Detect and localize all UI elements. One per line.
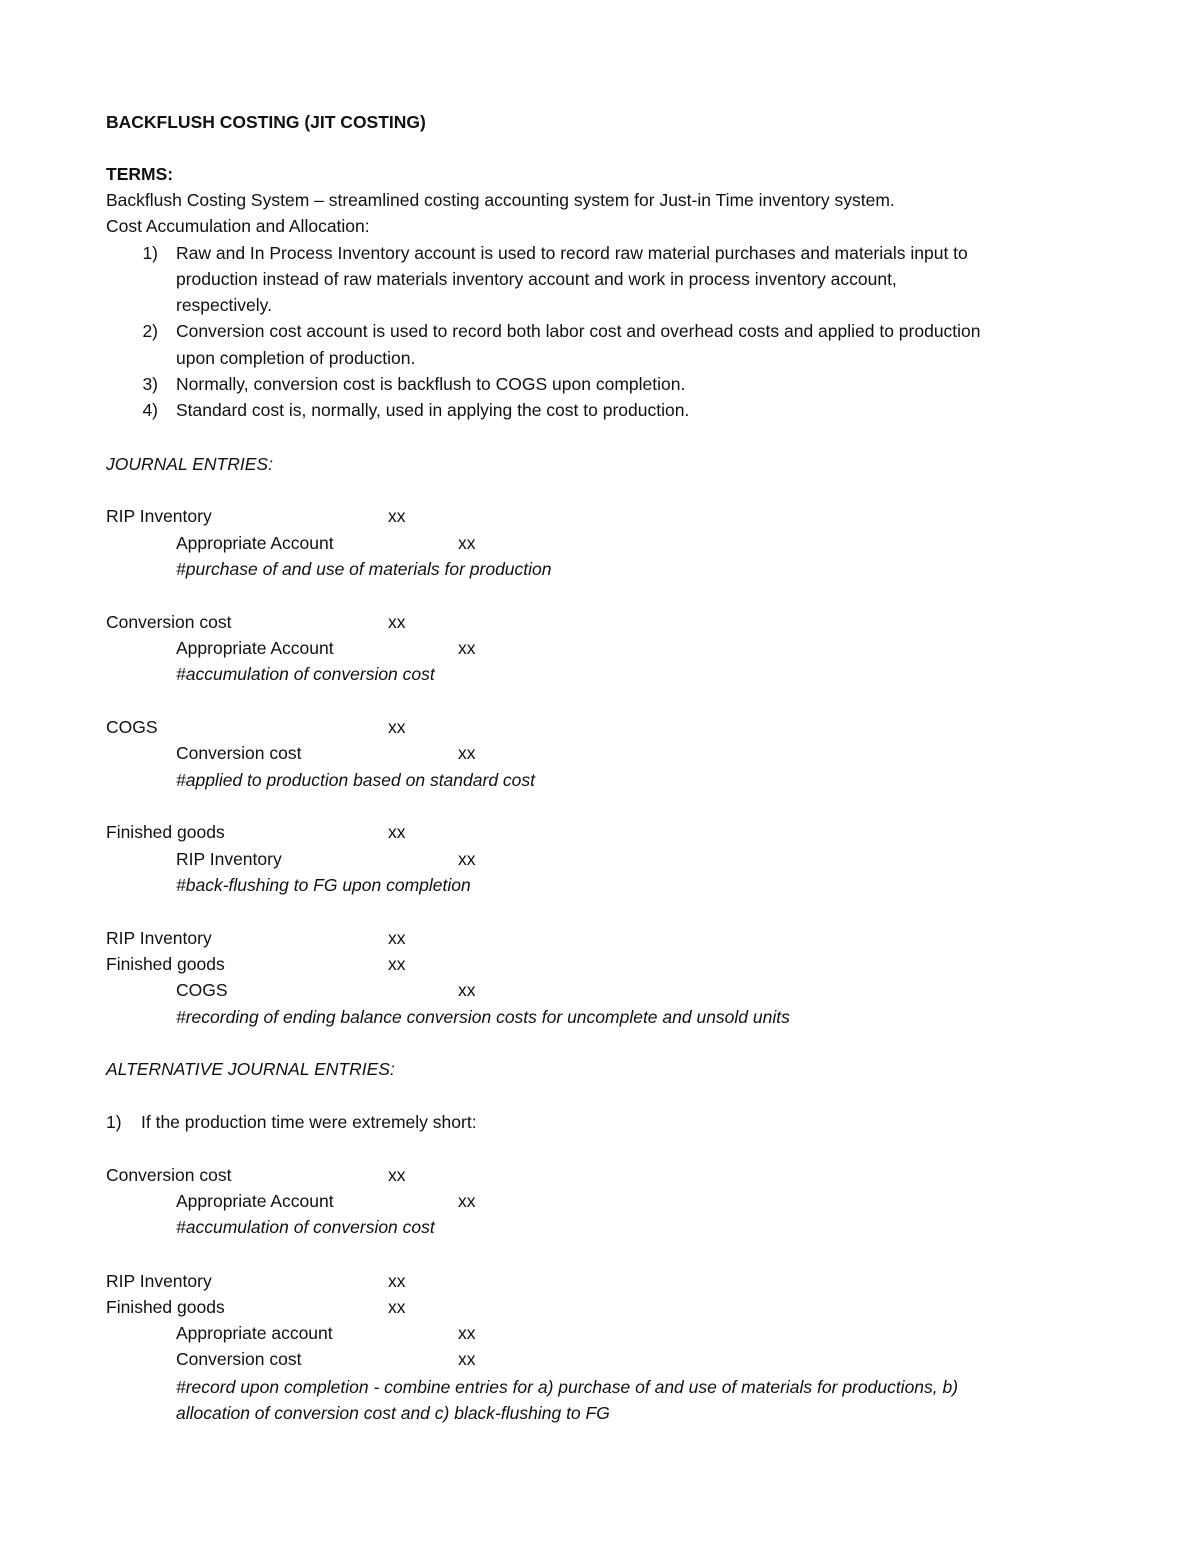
entry-memo: #applied to production based on standard cost [176, 770, 536, 790]
debit-amount: xx [388, 954, 406, 974]
debit-amount: xx [388, 822, 406, 842]
debit-amount: xx [388, 928, 406, 948]
list-item-text: upon completion of production. [176, 348, 416, 368]
credit-amount: xx [458, 533, 476, 553]
debit-account: Finished goods [106, 954, 225, 974]
list-item-number: 3) [142, 374, 158, 394]
credit-amount: xx [458, 743, 476, 763]
credit-account: COGS [176, 980, 228, 1000]
alternative-heading: ALTERNATIVE JOURNAL ENTRIES: [106, 1059, 395, 1079]
list-item-text: Standard cost is, normally, used in applying the cost to production. [176, 400, 690, 420]
debit-account: RIP Inventory [106, 1271, 212, 1291]
terms-heading: TERMS: [106, 164, 174, 184]
debit-account: Conversion cost [106, 612, 232, 632]
list-item-text: Normally, conversion cost is backflush to COGS upon completion. [176, 374, 686, 394]
debit-amount: xx [388, 612, 406, 632]
list-item-text: respectively. [176, 295, 272, 315]
debit-amount: xx [388, 717, 406, 737]
list-item-number: 2) [142, 321, 158, 341]
list-item-text: Raw and In Process Inventory account is used to record raw material purchases and materials input to [176, 243, 968, 263]
debit-amount: xx [388, 1271, 406, 1291]
debit-amount: xx [388, 1165, 406, 1185]
entry-memo: #purchase of and use of materials for production [176, 559, 552, 579]
entry-memo: #record upon completion - combine entries for a) purchase of and use of materials for productions, b) [176, 1377, 959, 1397]
entry-memo: #accumulation of conversion cost [176, 664, 435, 684]
terms-subheading: Cost Accumulation and Allocation: [106, 216, 370, 236]
credit-amount: xx [458, 1191, 476, 1211]
case-number: 1) [106, 1112, 122, 1132]
credit-amount: xx [458, 1349, 476, 1369]
credit-account: Appropriate Account [176, 638, 334, 658]
credit-account: Conversion cost [176, 743, 302, 763]
credit-account: RIP Inventory [176, 849, 282, 869]
debit-amount: xx [388, 1297, 406, 1317]
terms-definition: Backflush Costing System – streamlined costing accounting system for Just-in Time inventory system. [106, 190, 895, 210]
debit-account: Finished goods [106, 1297, 225, 1317]
list-item-number: 1) [142, 243, 158, 263]
list-item-number: 4) [142, 400, 158, 420]
debit-account: Conversion cost [106, 1165, 232, 1185]
document-title: BACKFLUSH COSTING (JIT COSTING) [106, 112, 426, 132]
entry-memo: #recording of ending balance conversion costs for uncomplete and unsold units [176, 1007, 790, 1027]
journal-heading: JOURNAL ENTRIES: [106, 454, 273, 474]
entry-memo: #back-flushing to FG upon completion [176, 875, 471, 895]
list-item-text: production instead of raw materials inventory account and work in process inventory account, [176, 269, 897, 289]
credit-account: Appropriate Account [176, 533, 334, 553]
entry-memo: #accumulation of conversion cost [176, 1217, 435, 1237]
entry-memo: allocation of conversion cost and c) black-flushing to FG [176, 1403, 610, 1423]
list-item-text: Conversion cost account is used to record both labor cost and overhead costs and applied to production [176, 321, 981, 341]
debit-account: COGS [106, 717, 158, 737]
credit-amount: xx [458, 638, 476, 658]
debit-amount: xx [388, 506, 406, 526]
credit-amount: xx [458, 980, 476, 1000]
credit-amount: xx [458, 849, 476, 869]
credit-account: Conversion cost [176, 1349, 302, 1369]
debit-account: RIP Inventory [106, 928, 212, 948]
credit-account: Appropriate account [176, 1323, 333, 1343]
debit-account: Finished goods [106, 822, 225, 842]
case-text: If the production time were extremely short: [141, 1112, 477, 1132]
debit-account: RIP Inventory [106, 506, 212, 526]
credit-account: Appropriate Account [176, 1191, 334, 1211]
credit-amount: xx [458, 1323, 476, 1343]
